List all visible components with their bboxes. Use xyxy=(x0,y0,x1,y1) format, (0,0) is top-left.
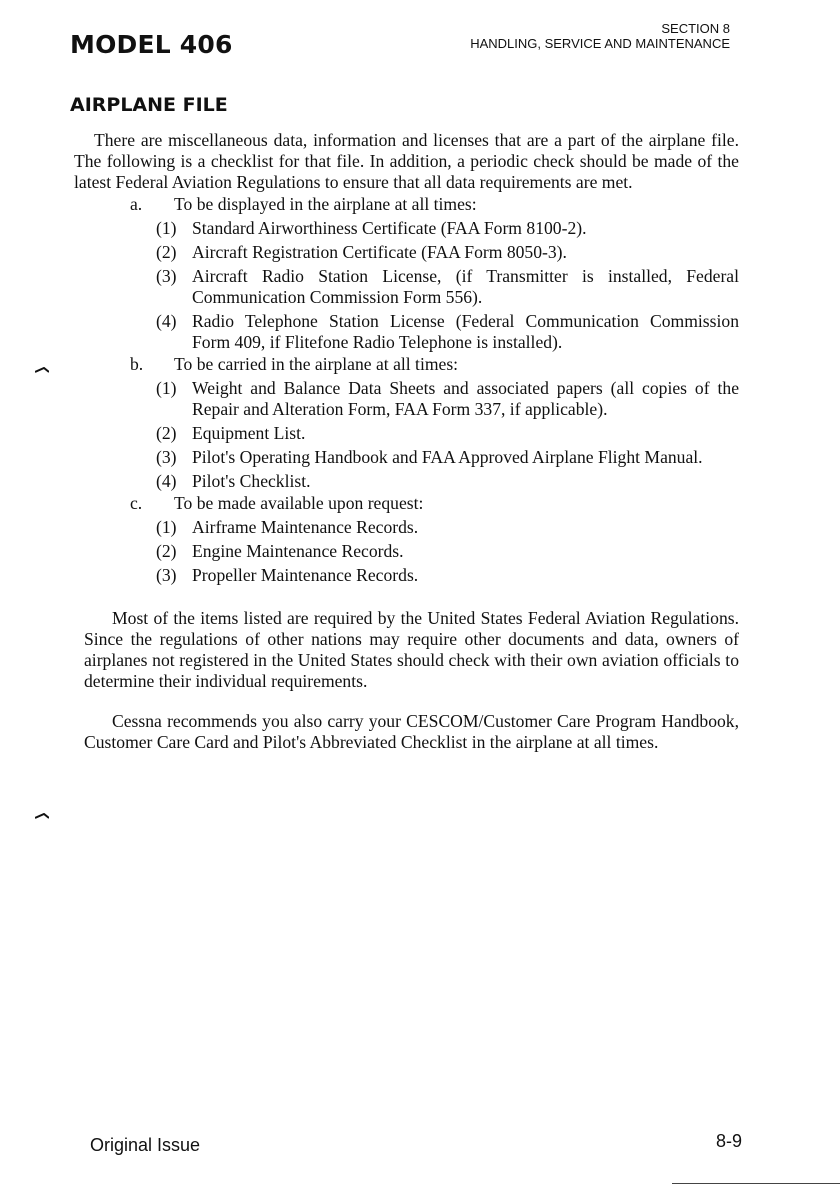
item-label: (1) xyxy=(156,378,177,398)
item-text: Equipment List. xyxy=(192,423,306,443)
footer-rule xyxy=(672,1183,840,1184)
group-label: a. xyxy=(130,194,143,214)
item-label: (1) xyxy=(156,517,177,537)
item-text: Pilot's Checklist. xyxy=(192,471,311,491)
cescom-paragraph: Cessna recommends you also carry your CESCOM/Customer Care Program Handbook, Customer Care Card and Pilot's Abbreviated Checklist in the airplane at all times. xyxy=(84,711,739,752)
checklist-group-c xyxy=(74,493,739,514)
list-item xyxy=(74,378,739,420)
list-item xyxy=(74,242,739,263)
section-header xyxy=(470,21,730,51)
section-number: SECTION 8 xyxy=(661,21,730,36)
item-text: Weight and Balance Data Sheets and associated papers (all copies of the Repair and Alteration Form, FAA Form 337, if applicable). xyxy=(192,378,739,419)
item-text: Engine Maintenance Records. xyxy=(192,541,404,561)
item-label: (3) xyxy=(156,266,177,286)
list-item xyxy=(74,266,739,308)
item-text: Pilot's Operating Handbook and FAA Approved Airplane Flight Manual. xyxy=(192,447,703,467)
page-title: AIRPLANE FILE xyxy=(70,94,228,116)
item-label: (4) xyxy=(156,311,177,331)
list-item xyxy=(74,541,739,562)
list-item xyxy=(74,517,739,538)
revision-mark xyxy=(35,367,49,373)
group-text: To be made available upon request: xyxy=(174,493,424,513)
page-number: 8-9 xyxy=(715,1131,742,1151)
model-heading: MODEL 406 xyxy=(70,30,233,59)
group-text: To be carried in the airplane at all times: xyxy=(174,354,459,374)
item-text: Aircraft Radio Station License, (if Transmitter is installed, Federal Communication Commission Form 556). xyxy=(192,266,739,307)
item-text: Airframe Maintenance Records. xyxy=(192,517,419,537)
checklist-group-b xyxy=(74,354,739,375)
footer-issue: Original Issue xyxy=(90,1135,201,1155)
intro-paragraph: There are miscellaneous data, information and licenses that are a part of the airplane file. The following is a checklist for that file. In addition, a periodic check should be made of the latest Federal Aviation Regulations to ensure that all data requirements are met. xyxy=(74,130,739,192)
item-label: (2) xyxy=(156,541,177,561)
list-item xyxy=(74,218,739,239)
item-text: Aircraft Registration Certificate (FAA Form 8050-3). xyxy=(192,242,567,262)
item-label: (3) xyxy=(156,447,177,467)
item-label: (2) xyxy=(156,423,177,443)
list-item xyxy=(74,423,739,444)
regulations-paragraph: Most of the items listed are required by the United States Federal Aviation Regulations. Since the regulations of other nations may require other documents and data, owners of airplanes not registered in the United States should check with their own aviation officials to determine their individual requirements. xyxy=(84,608,739,691)
group-text: To be displayed in the airplane at all times: xyxy=(174,194,477,214)
item-label: (3) xyxy=(156,565,177,585)
group-label: b. xyxy=(130,354,144,374)
group-label: c. xyxy=(130,493,143,513)
item-label: (1) xyxy=(156,218,177,238)
item-label: (2) xyxy=(156,242,177,262)
list-item xyxy=(74,311,739,353)
item-text: Propeller Maintenance Records. xyxy=(192,565,419,585)
checklist-group-a xyxy=(74,194,739,215)
document-body xyxy=(74,130,739,753)
item-label: (4) xyxy=(156,471,177,491)
list-item xyxy=(74,471,739,492)
section-title: HANDLING, SERVICE AND MAINTENANCE xyxy=(470,36,730,51)
list-item xyxy=(74,565,739,586)
revision-mark xyxy=(35,813,49,819)
list-item xyxy=(74,447,739,468)
item-text: Radio Telephone Station License (Federal Communication Commission Form 409, if Flitefone Radio Telephone is installed). xyxy=(192,311,739,352)
item-text: Standard Airworthiness Certificate (FAA Form 8100-2). xyxy=(192,218,587,238)
